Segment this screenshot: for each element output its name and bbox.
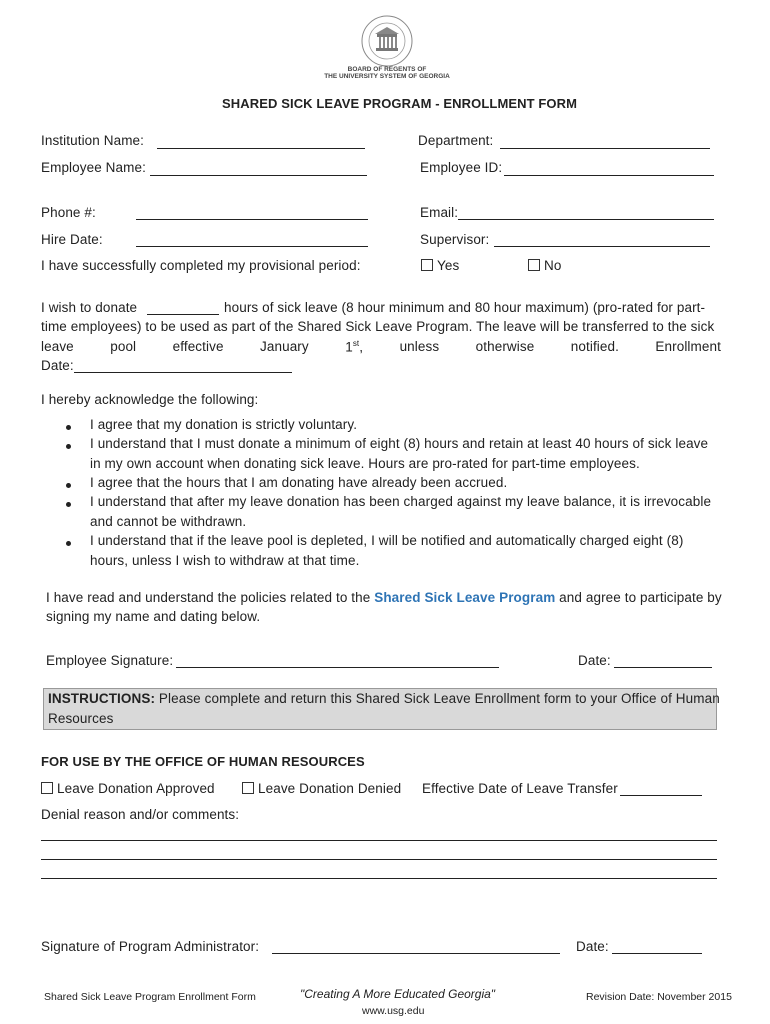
admin-date-field[interactable] — [612, 953, 702, 954]
no-label: No — [544, 258, 562, 273]
employee-signature-field[interactable] — [176, 667, 499, 668]
denial-reason-label: Denial reason and/or comments: — [41, 807, 240, 822]
approved-option[interactable] — [41, 781, 215, 796]
bullet-1 — [66, 425, 71, 430]
phone-label: Phone #: — [41, 205, 96, 220]
ack-item-3: I agree that the hours that I am donating have already been accrued. — [90, 475, 508, 490]
word-january: January — [260, 339, 309, 354]
approved-label: Leave Donation Approved — [57, 781, 215, 796]
employee-signature-label: Employee Signature: — [46, 653, 174, 668]
no-checkbox[interactable] — [528, 259, 540, 271]
provisional-yes-option[interactable] — [421, 258, 459, 273]
signature-date-field[interactable] — [614, 667, 712, 668]
ack-item-4b: and cannot be withdrawn. — [90, 514, 247, 529]
email-label: Email: — [420, 205, 459, 220]
instructions-box — [43, 688, 720, 730]
word-otherwise: otherwise — [475, 339, 535, 354]
signature-date-label: Date: — [578, 653, 611, 668]
bullet-2 — [66, 444, 71, 449]
phone-field[interactable] — [136, 219, 368, 220]
approved-checkbox[interactable] — [41, 782, 53, 794]
donation-hours-field[interactable] — [147, 314, 219, 315]
ack-item-4a: I understand that after my leave donation has been charged against my leave balance, it is irrevocable — [90, 494, 712, 509]
denied-checkbox[interactable] — [242, 782, 254, 794]
instructions-label: INSTRUCTIONS: — [48, 691, 156, 706]
supervisor-field[interactable] — [494, 246, 710, 247]
bullet-5 — [66, 541, 71, 546]
donation-line3 — [41, 339, 721, 355]
enrollment-date-label: Date: — [41, 358, 74, 373]
footer-revision-date: Revision Date: November 2015 — [586, 991, 732, 1003]
comments-line-3[interactable] — [41, 878, 717, 879]
word-pool: pool — [110, 339, 137, 354]
provisional-label: I have successfully completed my provisional period: — [41, 258, 361, 273]
word-effective: effective — [172, 339, 224, 354]
org-name-line1: BOARD OF REGENTS OF — [347, 66, 427, 73]
donation-line1-rest: hours of sick leave (8 hour minimum and 80 hour maximum) (pro-rated for part- — [224, 300, 706, 315]
agreement-text-start: I have read and understand the policies related to the — [46, 590, 375, 605]
provisional-no-option[interactable] — [528, 258, 561, 273]
footer-url[interactable]: www.usg.edu — [362, 1005, 425, 1017]
supervisor-label: Supervisor: — [420, 232, 490, 247]
word-notified: notified. — [570, 339, 619, 354]
employee-name-label: Employee Name: — [41, 160, 146, 175]
yes-checkbox[interactable] — [421, 259, 433, 271]
department-field[interactable] — [500, 148, 710, 149]
employee-id-label: Employee ID: — [420, 160, 503, 175]
word-enrollment: Enrollment — [655, 339, 721, 354]
ack-item-1: I agree that my donation is strictly voluntary. — [90, 417, 358, 432]
effective-date-label: Effective Date of Leave Transfer — [422, 781, 618, 796]
word-first: 1st, — [345, 339, 364, 355]
enrollment-date-field[interactable] — [74, 372, 292, 373]
ack-item-2a: I understand that I must donate a minimum of eight (8) hours and retain at least 40 hours of sick leave — [90, 436, 709, 451]
footer-form-name: Shared Sick Leave Program Enrollment Form — [44, 991, 256, 1003]
institution-name-field[interactable] — [157, 148, 365, 149]
hr-heading: FOR USE BY THE OFFICE OF HUMAN RESOURCES — [41, 754, 365, 769]
hire-date-label: Hire Date: — [41, 232, 103, 247]
denied-option[interactable] — [242, 781, 401, 796]
instructions-text: Please complete and return this Shared Sick Leave Enrollment form to your Office of Human — [155, 691, 720, 706]
ack-item-2b: in my own account when donating sick leave. Hours are pro-rated for part-time employees. — [90, 456, 640, 471]
denied-label: Leave Donation Denied — [258, 781, 402, 796]
usg-seal-logo — [360, 14, 414, 68]
admin-signature-field[interactable] — [272, 953, 560, 954]
institution-name-label: Institution Name: — [41, 133, 144, 148]
hire-date-field[interactable] — [136, 246, 368, 247]
bullet-4 — [66, 502, 71, 507]
admin-signature-label: Signature of Program Administrator: — [41, 939, 260, 954]
org-name-line2: THE UNIVERSITY SYSTEM OF GEORGIA — [324, 73, 450, 80]
instructions-line1 — [48, 691, 720, 706]
instructions-line2: Resources — [48, 711, 114, 726]
admin-date-label: Date: — [576, 939, 609, 954]
footer-slogan: "Creating A More Educated Georgia" — [300, 987, 496, 1001]
comments-line-2[interactable] — [41, 859, 717, 860]
email-field[interactable] — [458, 219, 714, 220]
shared-sick-leave-link[interactable]: Shared Sick Leave Program — [374, 590, 556, 605]
ack-item-5b: hours, unless I wish to withdraw at that time. — [90, 553, 360, 568]
agreement-text-end: and agree to participate by — [555, 590, 722, 605]
word-leave: leave — [41, 339, 74, 354]
acknowledge-heading: I hereby acknowledge the following: — [41, 392, 259, 407]
employee-name-field[interactable] — [150, 175, 367, 176]
comments-line-1[interactable] — [41, 840, 717, 841]
agreement-line2: signing my name and dating below. — [46, 609, 261, 624]
ack-item-5a: I understand that if the leave pool is depleted, I will be notified and automatically charged eight (8) — [90, 533, 684, 548]
yes-label: Yes — [437, 258, 460, 273]
bullet-3 — [66, 483, 71, 488]
donation-line1-start: I wish to donate — [41, 300, 138, 315]
form-title: SHARED SICK LEAVE PROGRAM - ENROLLMENT FORM — [222, 96, 578, 111]
department-label: Department: — [418, 133, 494, 148]
donation-line2: time employees) to be used as part of the Shared Sick Leave Program. The leave will be transferred to the sick — [41, 319, 715, 334]
employee-id-field[interactable] — [504, 175, 714, 176]
agreement-line1 — [46, 590, 722, 605]
word-unless: unless — [399, 339, 440, 354]
effective-date-field[interactable] — [620, 795, 702, 796]
